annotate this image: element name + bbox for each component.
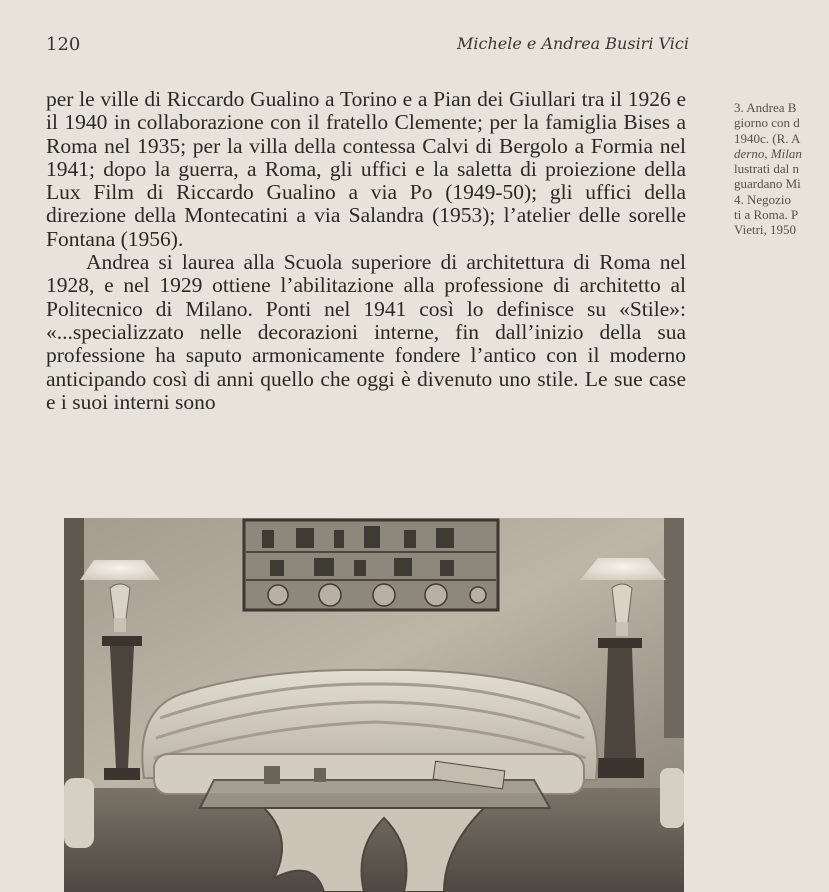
- caption-line: lustrati dal n: [734, 161, 799, 177]
- caption-line: giorno con d: [734, 115, 800, 131]
- paragraph-1: per le ville di Riccardo Gualino a Torino e a Pian dei Giullari tra il 1926 e il 1940 in collaborazione con il fratello Clemente; per la famiglia Bises a Roma nel 1935; per la villa della contessa Calvi di Bergolo a Formia nel 1941; dopo la guerra, a Roma, gli uffici e la saletta di proiezione della Lux Film di Riccardo Gualino a via Po (1949-50); gli uffici della direzione della Montecatini a via Salandra (1953); l’atelier delle sorelle Fontana (1956).: [46, 87, 686, 251]
- interior-photograph: [64, 518, 684, 892]
- page-number: 120: [46, 34, 81, 55]
- running-head: Michele e Andrea Busiri Vici: [456, 34, 689, 53]
- caption-line: guardano Mi: [734, 176, 801, 192]
- caption-line: 4. Negozio: [734, 191, 792, 207]
- caption-line: derno, Milan: [734, 145, 802, 161]
- caption-line: Vietri, 1950: [734, 222, 797, 238]
- paragraph-2: Andrea si laurea alla Scuola superiore di architettura di Roma nel 1928, e nel 1929 ottiene l’abilitazione alla professione di architetto al Politecnico di Milano. Ponti nel 1941 così lo definisce su «Stile»: «...specializzato nelle decorazioni interne, fin dall’inizio della sua professione ha saputo armonicamente fondere l’antico con il moderno anticipando così di anni quello che oggi è divenuto uno stile. Le sue case e i suoi interni sono: [46, 250, 686, 414]
- caption-line: 3. Andrea B: [734, 100, 797, 115]
- caption-sidenote: [734, 100, 829, 238]
- caption-line: ti a Roma. P: [734, 207, 799, 223]
- caption-line: 1940c. (R. A: [734, 130, 801, 146]
- interior-photograph-image: [64, 518, 684, 892]
- body-text: [46, 88, 686, 414]
